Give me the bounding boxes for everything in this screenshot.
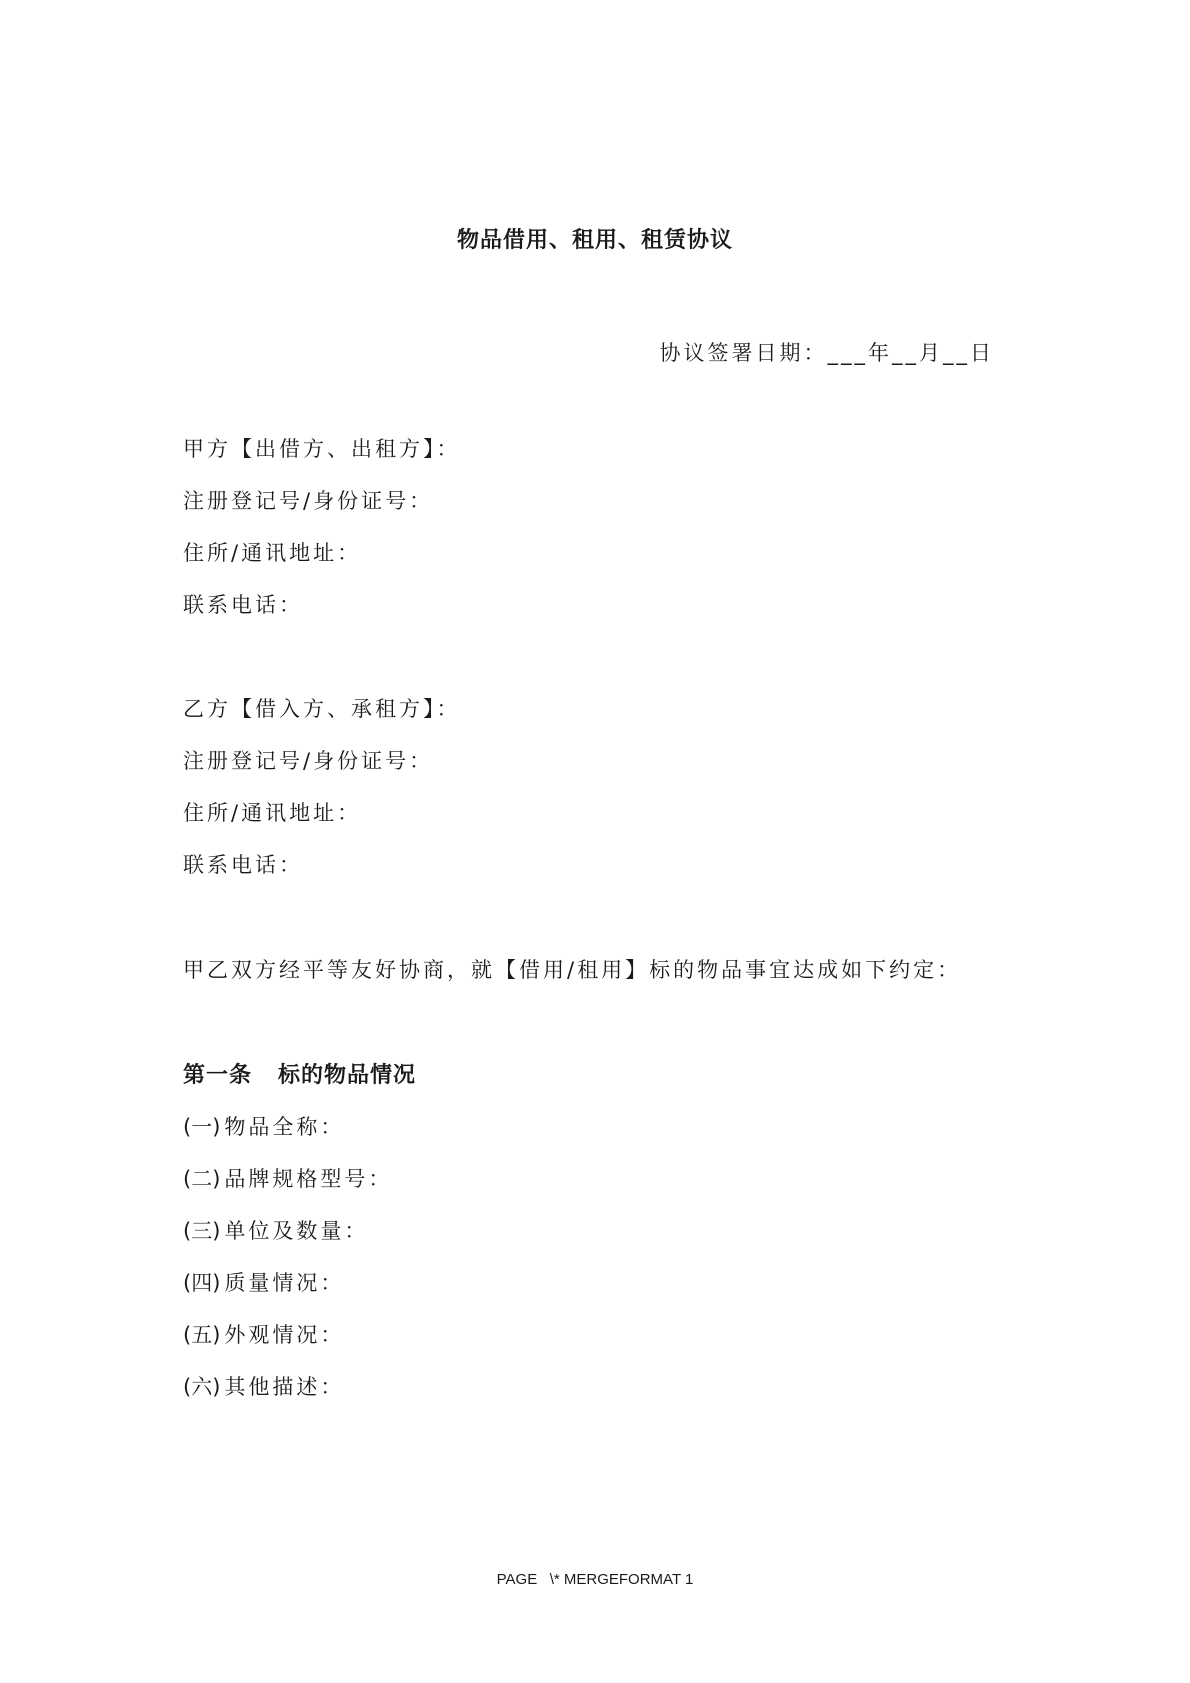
list-item-text: 单位及数量： — [224, 1219, 369, 1243]
article-1-heading — [183, 1060, 416, 1090]
party-a-phone: 联系电话： — [183, 593, 303, 617]
page-footer: PAGE \* MERGEFORMAT 1 — [496, 1571, 694, 1588]
party-a-address: 住所/通讯地址： — [183, 541, 362, 565]
list-item — [183, 1320, 344, 1350]
list-item-text: 物品全称： — [224, 1115, 345, 1139]
list-item-text: 外观情况： — [224, 1323, 345, 1347]
list-item-index: (六) — [183, 1375, 221, 1399]
list-item-text: 品牌规格型号： — [224, 1167, 393, 1191]
list-item — [183, 1112, 344, 1142]
party-a-header: 甲方【出借方、出租方】： — [183, 437, 461, 461]
signing-date: 协议签署日期：___年__月__日 — [659, 341, 994, 365]
party-b-reg-no: 注册登记号/身份证号： — [183, 749, 434, 773]
list-item — [183, 1372, 344, 1402]
party-b-phone: 联系电话： — [183, 853, 303, 877]
list-item-index: (四) — [183, 1271, 221, 1295]
intro-paragraph: 甲乙双方经平等友好协商，就【借用/租用】标的物品事宜达成如下约定： — [183, 958, 962, 982]
list-item-index: (一) — [183, 1115, 221, 1139]
article-1-title: 标的物品情况 — [278, 1062, 417, 1088]
list-item-index: (二) — [183, 1167, 221, 1191]
list-item — [183, 1164, 392, 1194]
list-item-text: 质量情况： — [224, 1271, 345, 1295]
list-item-index: (五) — [183, 1323, 221, 1347]
party-a-reg-no: 注册登记号/身份证号： — [183, 489, 434, 513]
article-1-number: 第一条 — [183, 1062, 253, 1088]
list-item-index: (三) — [183, 1219, 221, 1243]
list-item — [183, 1216, 368, 1246]
party-b-address: 住所/通讯地址： — [183, 801, 362, 825]
document-title: 物品借用、租用、租赁协议 — [456, 227, 733, 253]
list-item — [183, 1268, 344, 1298]
party-b-header: 乙方【借入方、承租方】： — [183, 697, 461, 721]
list-item-text: 其他描述： — [224, 1375, 345, 1399]
